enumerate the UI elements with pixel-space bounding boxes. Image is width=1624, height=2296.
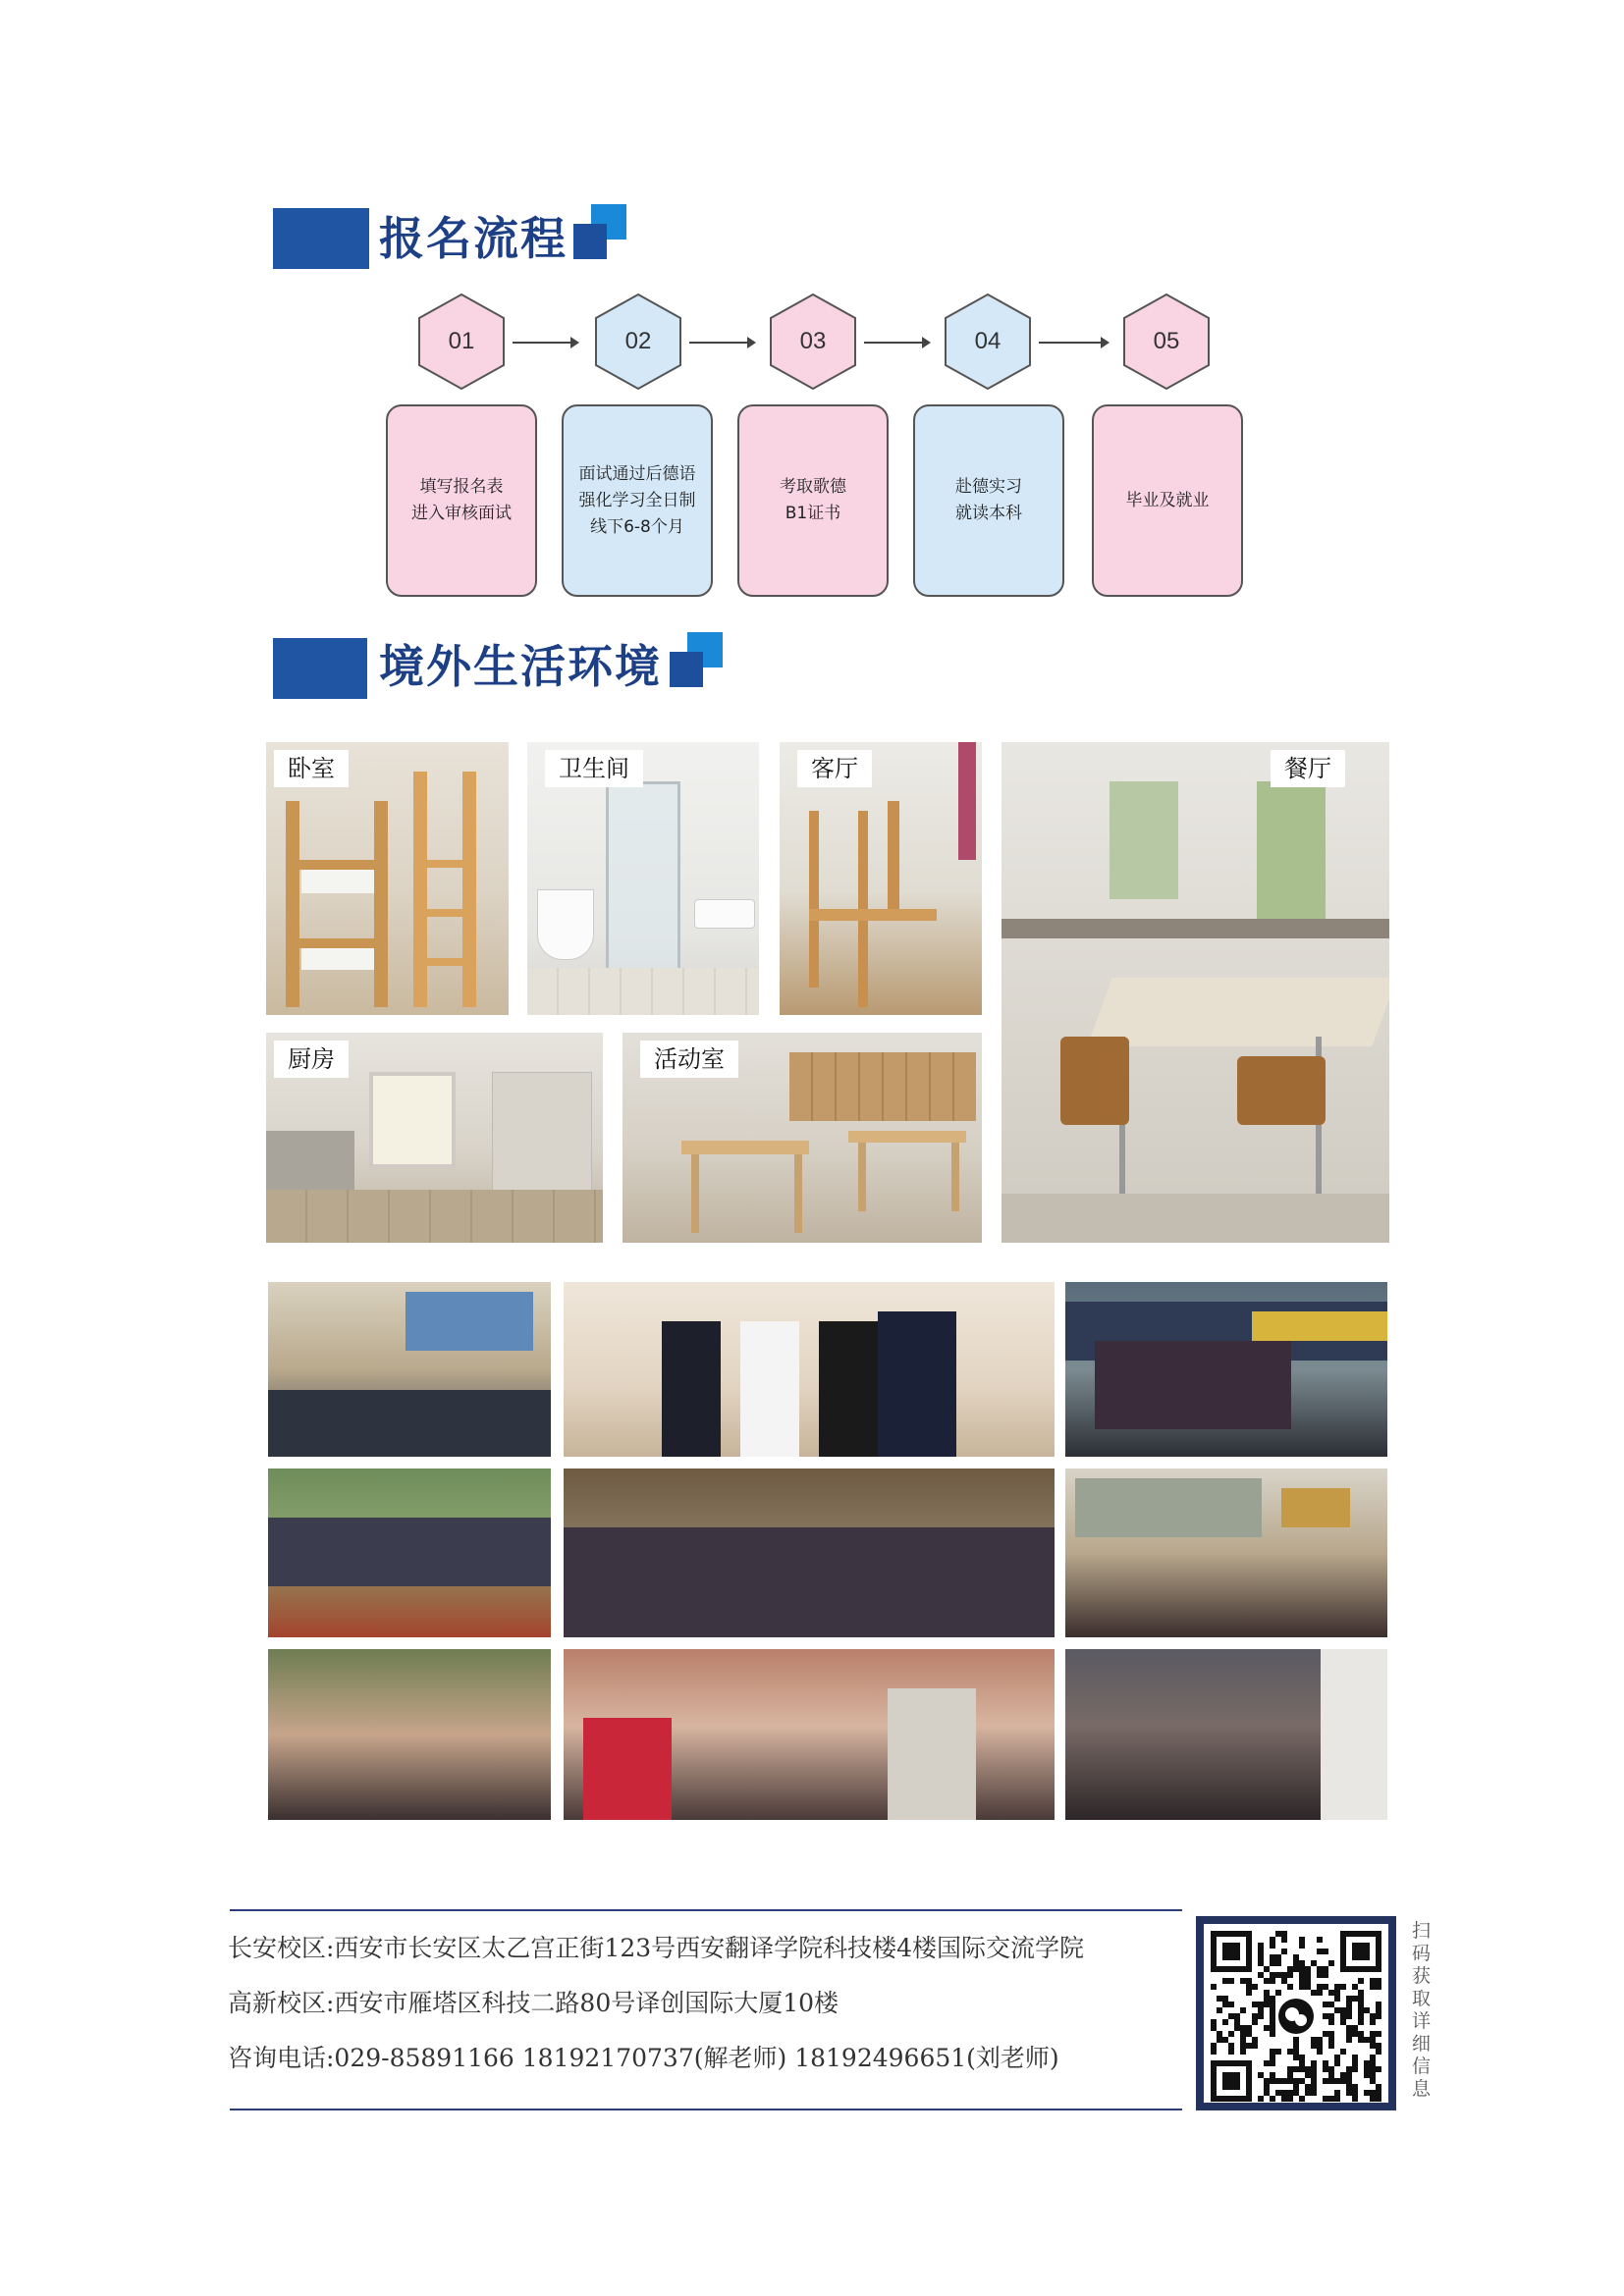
footer-address-gaoxin: 高新校区:西安市雁塔区科技二路80号译创国际大厦10楼 xyxy=(228,1989,839,2017)
arrow-icon xyxy=(689,342,754,344)
photo-dining-hall xyxy=(1001,742,1389,1243)
step-number: 03 xyxy=(799,328,827,354)
photo-label: 卫生间 xyxy=(545,750,643,787)
photo-label: 卧室 xyxy=(274,750,349,787)
footer-phone: 咨询电话:029-85891166 18192170737(解老师) 18192496651(刘老师) xyxy=(228,2044,1059,2072)
group-photo xyxy=(564,1468,1055,1637)
scan-instruction: 扫码获取详细信息 xyxy=(1412,1920,1432,2100)
photo-living-room xyxy=(780,742,982,1015)
step-box-02: 面试通过后德语 强化学习全日制 线下6-8个月 xyxy=(562,404,713,597)
group-photo xyxy=(1065,1468,1387,1637)
step-number: 04 xyxy=(974,328,1001,354)
photo-bathroom xyxy=(527,742,759,1015)
step-box-03: 考取歌德 B1证书 xyxy=(737,404,889,597)
step-hexagon-05 xyxy=(1117,293,1216,391)
step-box-05: 毕业及就业 xyxy=(1092,404,1243,597)
group-photo xyxy=(564,1282,1055,1457)
group-photo xyxy=(268,1282,551,1457)
arrow-icon xyxy=(513,342,577,344)
step-hexagon-02 xyxy=(589,293,687,391)
footer-divider-bottom xyxy=(230,2109,1182,2110)
section-deco-icon xyxy=(670,632,723,689)
step-number: 05 xyxy=(1153,328,1180,354)
group-photo xyxy=(1065,1649,1387,1820)
arrow-icon xyxy=(864,342,929,344)
group-photo xyxy=(564,1649,1055,1820)
section-title-registration: 报名流程 xyxy=(379,212,568,265)
photo-bedroom xyxy=(266,742,509,1015)
step-number: 01 xyxy=(448,328,475,354)
step-hexagon-04 xyxy=(939,293,1037,391)
section-bar-living xyxy=(273,638,367,699)
photo-label: 活动室 xyxy=(640,1041,738,1078)
photo-label: 客厅 xyxy=(797,750,872,787)
step-box-04: 赴德实习 就读本科 xyxy=(913,404,1064,597)
step-hexagon-01 xyxy=(412,293,511,391)
section-deco-icon xyxy=(573,204,626,261)
photo-kitchen xyxy=(266,1033,603,1243)
photo-label: 厨房 xyxy=(274,1041,349,1078)
step-hexagon-03 xyxy=(764,293,862,391)
footer-divider-top xyxy=(230,1909,1182,1911)
section-title-living: 境外生活环境 xyxy=(379,640,662,693)
group-photo xyxy=(268,1649,551,1820)
photo-label: 餐厅 xyxy=(1271,750,1345,787)
footer-address-changan: 长安校区:西安市长安区太乙宫正街123号西安翻译学院科技楼4楼国际交流学院 xyxy=(228,1934,1085,1962)
group-photo xyxy=(268,1468,551,1637)
qr-code[interactable] xyxy=(1196,1916,1396,2110)
qr-pattern-icon xyxy=(1204,1924,1388,2103)
photo-activity-room xyxy=(623,1033,982,1243)
step-number: 02 xyxy=(624,328,652,354)
arrow-icon xyxy=(1039,342,1108,344)
step-box-01: 填写报名表 进入审核面试 xyxy=(386,404,537,597)
group-photo xyxy=(1065,1282,1387,1457)
section-bar-registration xyxy=(273,208,369,269)
